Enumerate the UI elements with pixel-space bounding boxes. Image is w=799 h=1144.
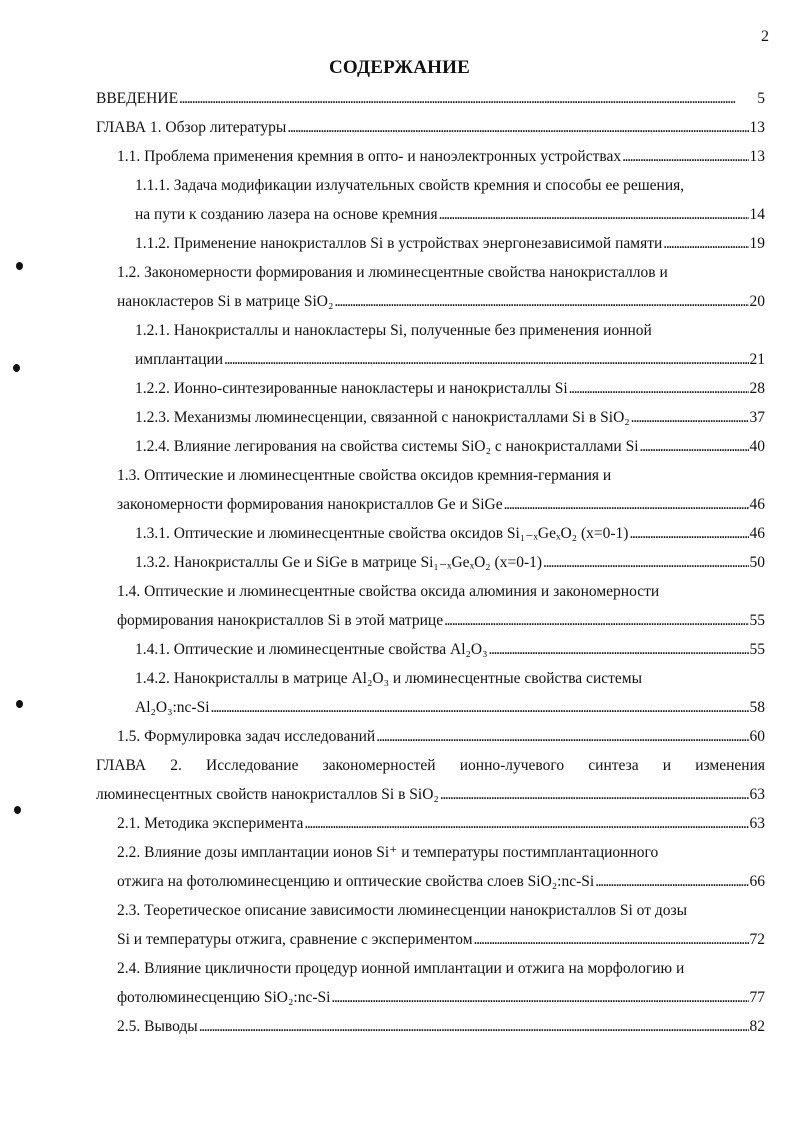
toc-entry: 1.4.1. Оптические и люминесцентные свойства Al₂O₃ . . . 55: [135, 639, 765, 661]
toc-entry: 2.1. Методика эксперимента . . . 63: [117, 813, 765, 835]
toc-entry-wrap: 2.4. Влияние цикличности процедур ионной имплантации и отжига на морфологию и: [117, 960, 685, 977]
toc-entry: 2.5. Выводы . . . 82: [117, 1016, 765, 1038]
punch-hole-mark: [14, 806, 21, 814]
toc-entry: ГЛАВА 1. Обзор литературы . . . 13: [96, 117, 765, 139]
toc-entry-wrap: 1.3. Оптические и люминесцентные свойства оксидов кремния-германия и: [117, 467, 612, 484]
toc-entry-wrap: 1.2. Закономерности формирования и люминесцентные свойства нанокристаллов и: [117, 264, 668, 281]
toc-entry-wrap: 1.1.1. Задача модификации излучательных свойств кремния и способы ее решения,: [135, 177, 685, 194]
page-number: 2: [761, 28, 769, 45]
toc-entry-wrap: 1.4.2. Нанокристаллы в матрице Al₂O₃ и люминесцентные свойства системы: [135, 670, 642, 687]
toc-entry-wrap: 2.2. Влияние дозы имплантации ионов Si⁺ и температуры постимплантационного: [117, 844, 659, 861]
toc-entry-wrap: 1.4. Оптические и люминесцентные свойства оксида алюминия и закономерности: [117, 583, 660, 600]
toc-entry: фотолюминесценцию SiO₂:nc-Si . . . 77: [117, 987, 765, 1009]
punch-hole-mark: [16, 700, 23, 708]
toc-title: СОДЕРЖАНИЕ: [329, 57, 470, 78]
toc-entry: имплантации . . . 21: [135, 349, 765, 371]
toc-entry: 1.3.2. Нанокристаллы Ge и SiGe в матрице Si₁₋ₓGeₓO₂ (x=0-1) . . . 50: [135, 552, 765, 574]
toc-entry: ВВЕДЕНИЕ . . . 5: [96, 88, 765, 110]
toc-entry: на пути к созданию лазера на основе кремния . . . 14: [135, 204, 765, 226]
toc-entry-wrap: ГЛАВА 2. Исследование закономерностей ионно-лучевого синтеза и изменения: [96, 757, 765, 774]
toc-entry: 1.1.2. Применение нанокристаллов Si в устройствах энергонезависимой памяти . . . 19: [135, 233, 765, 255]
toc-entry: формирования нанокристаллов Si в этой матрице . . . 55: [117, 610, 765, 632]
toc-entry: 1.2.4. Влияние легирования на свойства системы SiO₂ с нанокристаллами Si . . . 40: [135, 436, 765, 458]
toc-entry: 1.2.2. Ионно-синтезированные нанокластеры и нанокристаллы Si . . . 28: [135, 378, 765, 400]
punch-hole-mark: [16, 262, 23, 270]
punch-hole-mark: [13, 364, 20, 372]
toc-entry: отжига на фотолюминесценцию и оптические свойства слоев SiO₂:nc-Si . . . 66: [117, 871, 765, 893]
toc-entry: 1.1. Проблема применения кремния в опто- и наноэлектронных устройствах . . . 13: [117, 146, 765, 168]
toc-entry: 1.2.3. Механизмы люминесценции, связанной с нанокристаллами Si в SiO₂ . . . 37: [135, 407, 765, 429]
toc-entry: 1.3.1. Оптические и люминесцентные свойства оксидов Si₁₋ₓGeₓO₂ (x=0-1) . . . 46: [135, 523, 765, 545]
toc-entry: Al₂O₃:nc-Si . . . 58: [135, 697, 765, 719]
toc-entry: 1.5. Формулировка задач исследований . . . 60: [117, 726, 765, 748]
toc-entry: нанокластеров Si в матрице SiO₂ . . . 20: [117, 291, 765, 313]
toc-entry-wrap: 2.3. Теоретическое описание зависимости люминесценции нанокристаллов Si от дозы: [117, 902, 688, 919]
toc-entry-wrap: 1.2.1. Нанокристаллы и нанокластеры Si, полученные без применения ионной: [135, 322, 652, 339]
toc-entry: закономерности формирования нанокристаллов Ge и SiGe . . . 46: [117, 494, 765, 516]
toc-entry: Si и температуры отжига, сравнение с экспериментом . . . 72: [117, 929, 765, 951]
toc-entry: люминесцентных свойств нанокристаллов Si в SiO₂ . . . 63: [96, 784, 765, 806]
